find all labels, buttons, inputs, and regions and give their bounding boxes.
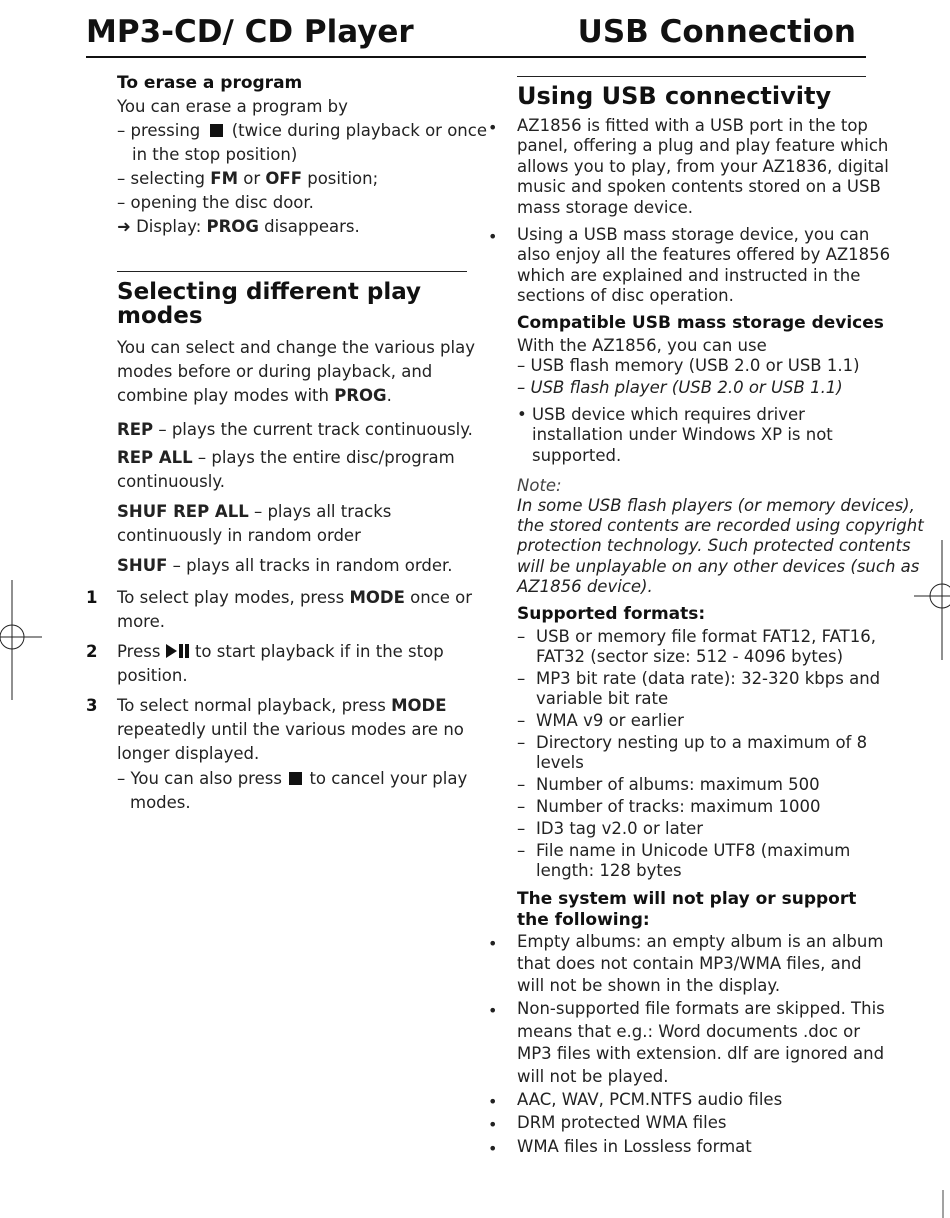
registration-mark-icon [0, 580, 44, 700]
modes-heading-line1: Selecting different play [117, 279, 422, 305]
mode-rep: REP – plays the current track continuously. [117, 420, 473, 439]
format-8-l1: File name in Unicode UTF8 (maximum [536, 841, 851, 860]
page-title-right: USB Connection [577, 14, 856, 50]
usb-heading: Using USB connectivity [517, 82, 832, 110]
step-2-number: 2 [86, 642, 98, 661]
erase-item-pressing-cont: in the stop position) [132, 145, 298, 164]
bullet: • [488, 118, 498, 137]
mode-rep-all: REP ALL – plays the entire disc/program [117, 448, 455, 467]
erase-heading: To erase a program [117, 73, 303, 93]
format-5: Number of albums: maximum 500 [536, 775, 820, 794]
note-l2: the stored contents are recorded using copyright [517, 516, 924, 535]
modes-heading-line2: modes [117, 303, 203, 329]
nosupport-1-l2: that does not contain MP3/WMA files, and [517, 954, 862, 973]
bullet: • [488, 1115, 498, 1134]
bullet: • [488, 1092, 498, 1111]
page-title-left: MP3-CD/ CD Player [86, 14, 414, 50]
play-pause-icon [166, 644, 190, 658]
nosupport-2-l3: MP3 files with extension. dlf are ignored and [517, 1044, 885, 1063]
step-3-sub: – You can also press to cancel your play [117, 769, 468, 788]
compat-item-2: – USB flash player (USB 2.0 or USB 1.1) [517, 378, 843, 397]
usb-b2-l4: sections of disc operation. [517, 286, 734, 305]
formats-heading: Supported formats: [517, 604, 706, 624]
compat-item-3-l1: • USB device which requires driver [517, 405, 805, 424]
nosupport-1-l1: Empty albums: an empty album is an album [517, 932, 884, 951]
format-4-l1: Directory nesting up to a maximum of 8 [536, 733, 868, 752]
erase-display-note: ➜ Display: PROG disappears. [117, 217, 360, 236]
bullet: • [488, 227, 498, 246]
modes-intro-l1: You can select and change the various play [117, 338, 475, 357]
step-1-number: 1 [86, 588, 98, 607]
format-2-l1: MP3 bit rate (data rate): 32-320 kbps and [536, 669, 881, 688]
usb-b2-l2: also enjoy all the features offered by AZ1856 [517, 245, 891, 264]
nosupport-1-l3: will not be shown in the display. [517, 976, 781, 995]
modes-intro-l3: combine play modes with PROG. [117, 386, 392, 405]
format-8-l2: length: 128 bytes [536, 861, 682, 880]
stop-icon [289, 772, 302, 785]
section-rule-right [517, 76, 866, 77]
format-6: Number of tracks: maximum 1000 [536, 797, 821, 816]
note-l3: protection technology. Such protected contents [517, 536, 911, 555]
nosupport-2-l1: Non-supported file formats are skipped. This [517, 999, 885, 1018]
usb-b2-l1: Using a USB mass storage device, you can [517, 225, 870, 244]
mode-shuf-rep-all-cont: continuously in random order [117, 526, 361, 545]
section-rule-left [117, 271, 467, 272]
usb-b1-l1: AZ1856 is fitted with a USB port in the top [517, 116, 868, 135]
compat-intro: With the AZ1856, you can use [517, 336, 767, 355]
step-1-cont: more. [117, 612, 165, 631]
step-3-number: 3 [86, 696, 98, 715]
step-3-l2: repeatedly until the various modes are no [117, 720, 464, 739]
nosupport-4: DRM protected WMA files [517, 1113, 727, 1132]
nosupport-2-l4: will not be played. [517, 1067, 669, 1086]
bullet: • [488, 1139, 498, 1158]
dash: – [517, 775, 526, 794]
erase-item-pressing: – pressing (twice during playback or once [117, 121, 487, 140]
usb-b2-l3: which are explained and instructed in the [517, 266, 861, 285]
format-3: WMA v9 or earlier [536, 711, 684, 730]
note-l5: AZ1856 device). [517, 577, 653, 596]
compat-item-3-l2: installation under Windows XP is not [532, 425, 833, 444]
erase-item-selecting: – selecting FM or OFF position; [117, 169, 379, 188]
mode-shuf-rep-all: SHUF REP ALL – plays all tracks [117, 502, 392, 521]
format-4-l2: levels [536, 753, 584, 772]
step-1-text: To select play modes, press MODE once or [117, 588, 473, 607]
stop-icon [210, 124, 223, 137]
nosupport-2-l2: means that e.g.: Word documents .doc or [517, 1022, 861, 1041]
nosupport-heading-l1: The system will not play or support [517, 889, 857, 909]
mode-shuf: SHUF – plays all tracks in random order. [117, 556, 453, 575]
step-3-sub-cont: modes. [130, 793, 191, 812]
format-1-l2: FAT32 (sector size: 512 - 4096 bytes) [536, 647, 844, 666]
dash: – [517, 841, 526, 860]
format-2-l2: variable bit rate [536, 689, 669, 708]
crop-mark-icon [935, 1190, 950, 1218]
dash: – [517, 733, 526, 752]
nosupport-heading-l2: the following: [517, 910, 650, 930]
nosupport-3: AAC, WAV, PCM.NTFS audio files [517, 1090, 783, 1109]
dash: – [517, 669, 526, 688]
note-l4: will be unplayable on any other devices (such as [517, 557, 920, 576]
note-l1: In some USB flash players (or memory devices), [517, 496, 915, 515]
bullet: • [488, 934, 498, 953]
compat-item-3-l3: supported. [532, 446, 622, 465]
dash: – [517, 627, 526, 646]
erase-intro: You can erase a program by [117, 97, 348, 116]
dash: – [517, 819, 526, 838]
mode-rep-all-cont: continuously. [117, 472, 225, 491]
dash: – [517, 797, 526, 816]
step-2-cont: position. [117, 666, 188, 685]
modes-intro-l2: modes before or during playback, and [117, 362, 433, 381]
nosupport-5: WMA files in Lossless format [517, 1137, 752, 1156]
compat-heading: Compatible USB mass storage devices [517, 313, 884, 333]
registration-mark-icon [912, 540, 950, 660]
note-label: Note: [517, 476, 562, 495]
step-3-l3: longer displayed. [117, 744, 260, 763]
dash: – [517, 711, 526, 730]
erase-item-opening: – opening the disc door. [117, 193, 314, 212]
format-1-l1: USB or memory file format FAT12, FAT16, [536, 627, 876, 646]
compat-item-1: – USB flash memory (USB 2.0 or USB 1.1) [517, 356, 860, 375]
usb-b1-l2: panel, offering a plug and play feature which [517, 136, 889, 155]
usb-b1-l3: allows you to play, from your AZ1836, digital [517, 157, 889, 176]
format-7: ID3 tag v2.0 or later [536, 819, 704, 838]
usb-b1-l5: mass storage device. [517, 198, 693, 217]
bullet: • [488, 1001, 498, 1020]
header-rule [86, 56, 866, 58]
step-2-text: Press to start playback if in the stop [117, 642, 444, 661]
usb-b1-l4: music and spoken contents stored on a USB [517, 177, 881, 196]
step-3-text: To select normal playback, press MODE [117, 696, 447, 715]
